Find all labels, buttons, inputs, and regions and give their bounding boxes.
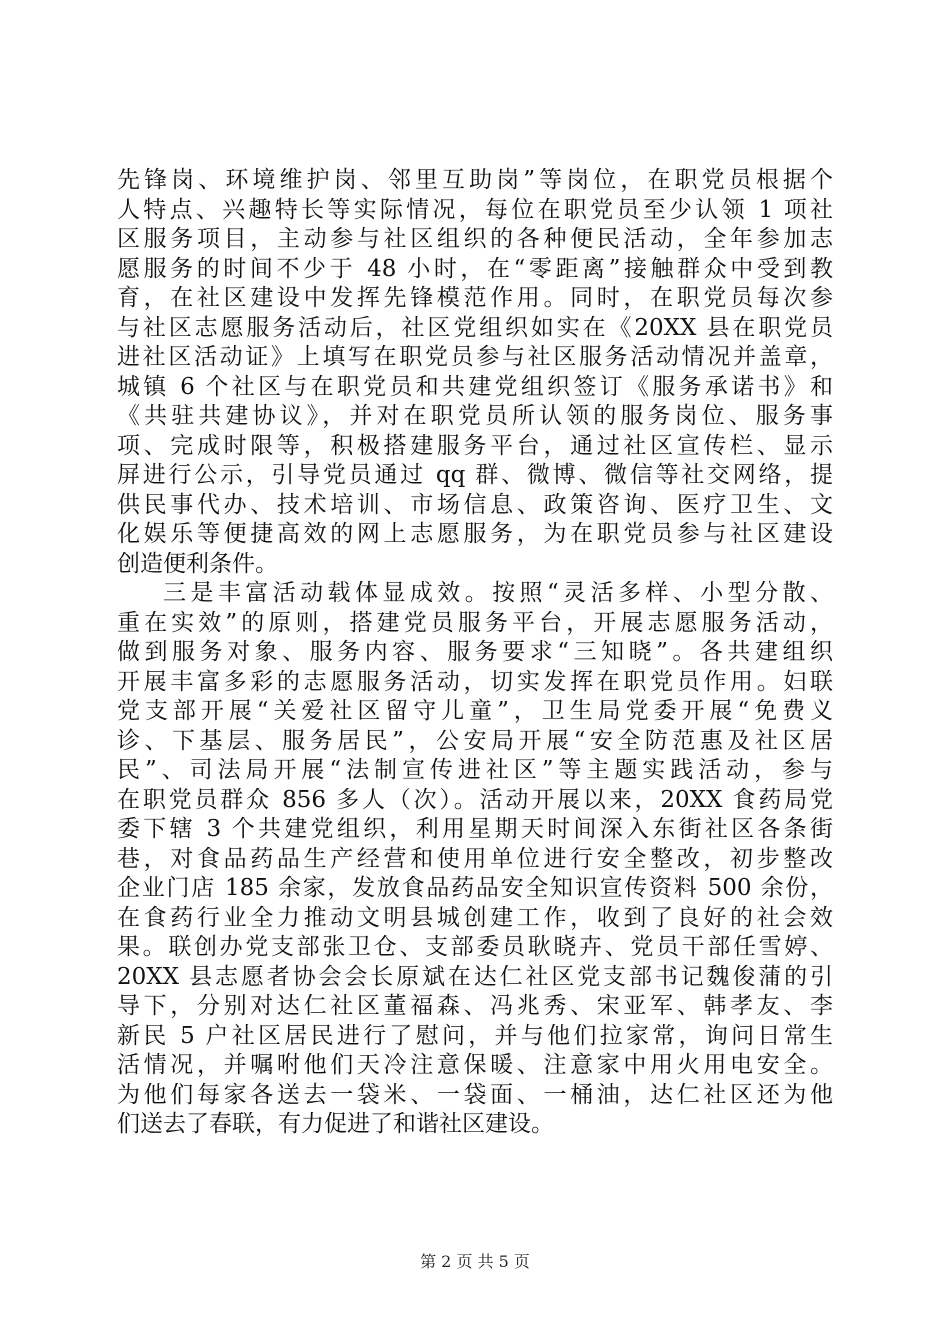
text-line: 民”、司法局开展“法制宣传进社区”等主题实践活动，参与 <box>117 757 833 783</box>
text-line: 为他们每家各送去一袋米、一袋面、一桶油，达仁社区还为他 <box>117 1081 833 1108</box>
text-line: 20XX 县志愿者协会会长原斌在达仁社区党支部书记魏俊蒲的引 <box>117 963 833 990</box>
text-line: 育，在社区建设中发挥先锋模范作用。同时，在职党员每次参 <box>117 285 833 311</box>
text-line: 在食药行业全力推动文明县城创建工作，收到了良好的社会效 <box>117 904 833 931</box>
text-line: 新民 5 户社区居民进行了慰问，并与他们拉家常，询问日常生 <box>117 1022 833 1049</box>
text-line: 区服务项目，主动参与社区组织的各种便民活动，全年参加志 <box>117 226 833 252</box>
paragraph-start-line: 三是丰富活动载体显成效。按照“灵活多样、小型分散、 <box>163 580 833 606</box>
page-number-footer: 第 2 页 共 5 页 <box>420 1252 530 1271</box>
body-text <box>117 166 833 1140</box>
text-line: 愿服务的时间不少于 48 小时，在“零距离”接触群众中受到教 <box>117 255 833 282</box>
text-line: 《共驻共建协议》，并对在职党员所认领的服务岗位、服务事 <box>117 403 833 429</box>
text-line: 诊、下基层、服务居民”，公安局开展“安全防范惠及社区居 <box>117 727 833 754</box>
text-line: 进社区活动证》上填写在职党员参与社区服务活动情况并盖章， <box>117 344 833 370</box>
text-line: 导下，分别对达仁社区董福森、冯兆秀、宋亚军、韩孝友、李 <box>117 993 833 1019</box>
text-line: 开展丰富多彩的志愿服务活动，切实发挥在职党员作用。妇联 <box>117 668 833 695</box>
text-line: 党支部开展“关爱社区留守儿童”，卫生局党委开展“免费义 <box>117 698 833 724</box>
text-line: 城镇 6 个社区与在职党员和共建党组织签订《服务承诺书》和 <box>117 373 833 400</box>
text-line: 屏进行公示，引导党员通过 qq 群、微博、微信等社交网络，提 <box>117 462 833 488</box>
text-line: 果。联创办党支部张卫仓、支部委员耿晓卉、党员干部任雪婷、 <box>117 934 833 960</box>
text-line: 巷，对食品药品生产经营和使用单位进行安全整改，初步整改 <box>117 845 833 872</box>
text-line: 创造便利条件。 <box>117 550 278 577</box>
text-line: 项、完成时限等，积极搭建服务平台，通过社区宣传栏、显示 <box>117 432 833 459</box>
text-line: 委下辖 3 个共建党组织，利用星期天时间深入东街社区各条街 <box>117 816 833 842</box>
text-line: 人特点、兴趣特长等实际情况，每位在职党员至少认领 1 项社 <box>117 196 833 223</box>
text-line: 活情况，并嘱咐他们天冷注意保暖、注意家中用火用电安全。 <box>117 1052 833 1078</box>
text-line: 在职党员群众 856 多人（次）。活动开展以来，20XX 食药局党 <box>117 786 833 813</box>
text-line: 与社区志愿服务活动后，社区党组织如实在《20XX 县在职党员 <box>117 314 833 341</box>
text-line: 重在实效”的原则，搭建党员服务平台，开展志愿服务活动， <box>117 609 833 636</box>
text-line: 企业门店 185 余家，发放食品药品安全知识宣传资料 500 余份， <box>117 875 833 901</box>
text-line: 化娱乐等便捷高效的网上志愿服务，为在职党员参与社区建设 <box>117 521 833 547</box>
text-line: 们送去了春联，有力促进了和谐社区建设。 <box>117 1111 554 1137</box>
text-line: 供民事代办、技术培训、市场信息、政策咨询、医疗卫生、文 <box>117 491 833 518</box>
text-line: 先锋岗、环境维护岗、邻里互助岗”等岗位，在职党员根据个 <box>117 167 833 193</box>
text-line: 做到服务对象、服务内容、服务要求“三知晓”。各共建组织 <box>117 639 833 665</box>
